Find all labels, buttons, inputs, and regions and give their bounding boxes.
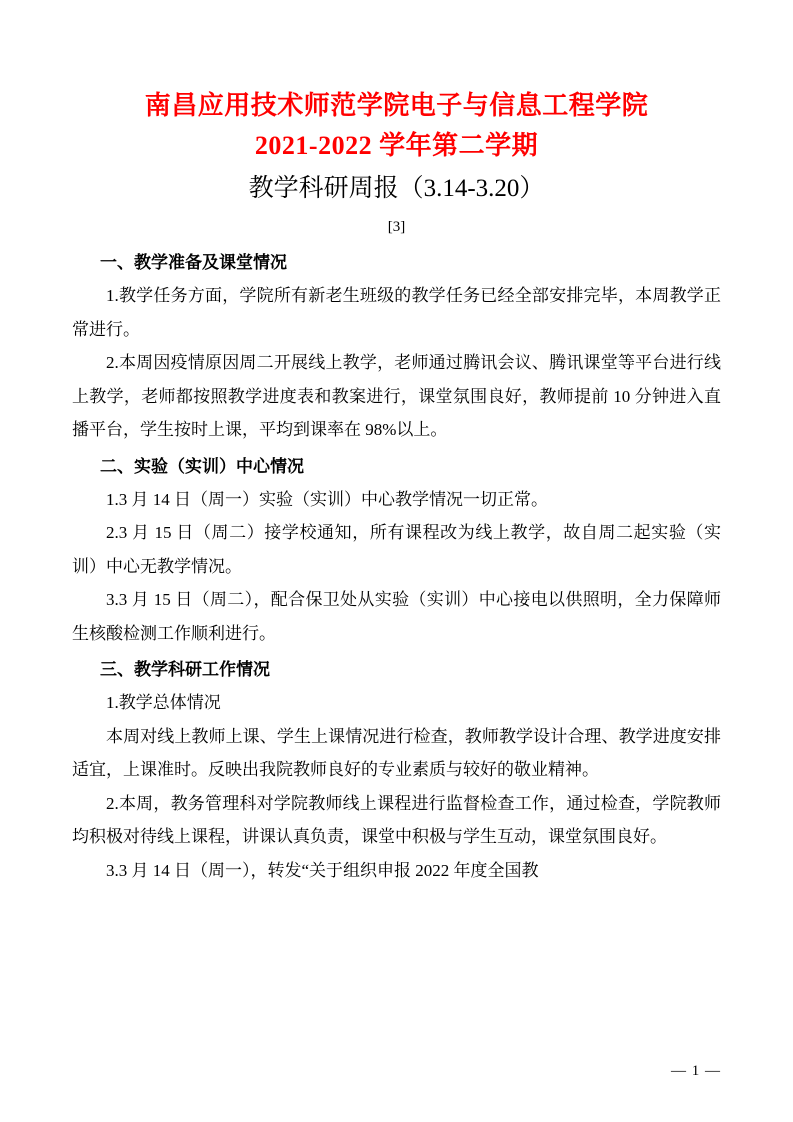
document-number: [3] [387, 219, 406, 235]
document-title-block [72, 86, 721, 210]
section-two-paragraph-1: 1.3 月 14 日（周一）实验（实训）中心教学情况一切正常。 [106, 489, 548, 509]
section-three-paragraph-2: 本周对线上教师上课、学生上课情况进行检查，教师教学设计合理、教学进度安排适宜，上课准时。反映出我院教师良好的专业素质与较好的敬业精神。 [72, 726, 721, 779]
section-two-heading: 二、实验（实训）中心情况 [100, 456, 304, 476]
section-three [72, 653, 721, 887]
section-one-heading: 一、教学准备及课堂情况 [100, 253, 287, 272]
section-two-paragraph-2: 2.3 月 15 日（周二）接学校通知，所有课程改为线上教学，故自周二起实验（实训）中心无教学情况。 [72, 523, 721, 576]
section-three-heading: 三、教学科研工作情况 [100, 660, 270, 679]
page-number: — 1 — [671, 1063, 721, 1079]
section-three-paragraph-3: 2.本周，教务管理科对学院教师线上课程进行监督检查工作，通过检查，学院教师均积极对待线上课程，讲课认真负责，课堂中积极与学生互动，课堂氛围良好。 [72, 793, 721, 846]
section-one [72, 246, 721, 447]
section-one-paragraph-2: 2.本周因疫情原因周二开展线上教学，老师通过腾讯会议、腾讯课堂等平台进行线上教学，老师都按照教学进度表和教案进行，课堂氛围良好，教师提前 10 分钟进入直播平台，学生按时上课，平均到课率在 98%以上。 [72, 353, 721, 439]
title-line-2: 2021-2022 学年第二学期 [254, 131, 539, 160]
title-line-3: 教学科研周报（3.14-3.20） [248, 175, 545, 202]
section-three-paragraph-1: 1.教学总体情况 [106, 693, 221, 712]
section-three-paragraph-4: 3.3 月 14 日（周一），转发“关于组织申报 2022 年度全国教 [106, 860, 539, 880]
section-two [72, 450, 721, 651]
section-two-paragraph-3: 3.3 月 15 日（周二），配合保卫处从实验（实训）中心接电以供照明，全力保障师生核酸检测工作顺利进行。 [72, 590, 721, 643]
section-one-paragraph-1: 1.教学任务方面，学院所有新老生班级的教学任务已经全部安排完毕，本周教学正常进行。 [72, 286, 721, 339]
title-line-1: 南昌应用技术师范学院电子与信息工程学院 [144, 91, 649, 120]
